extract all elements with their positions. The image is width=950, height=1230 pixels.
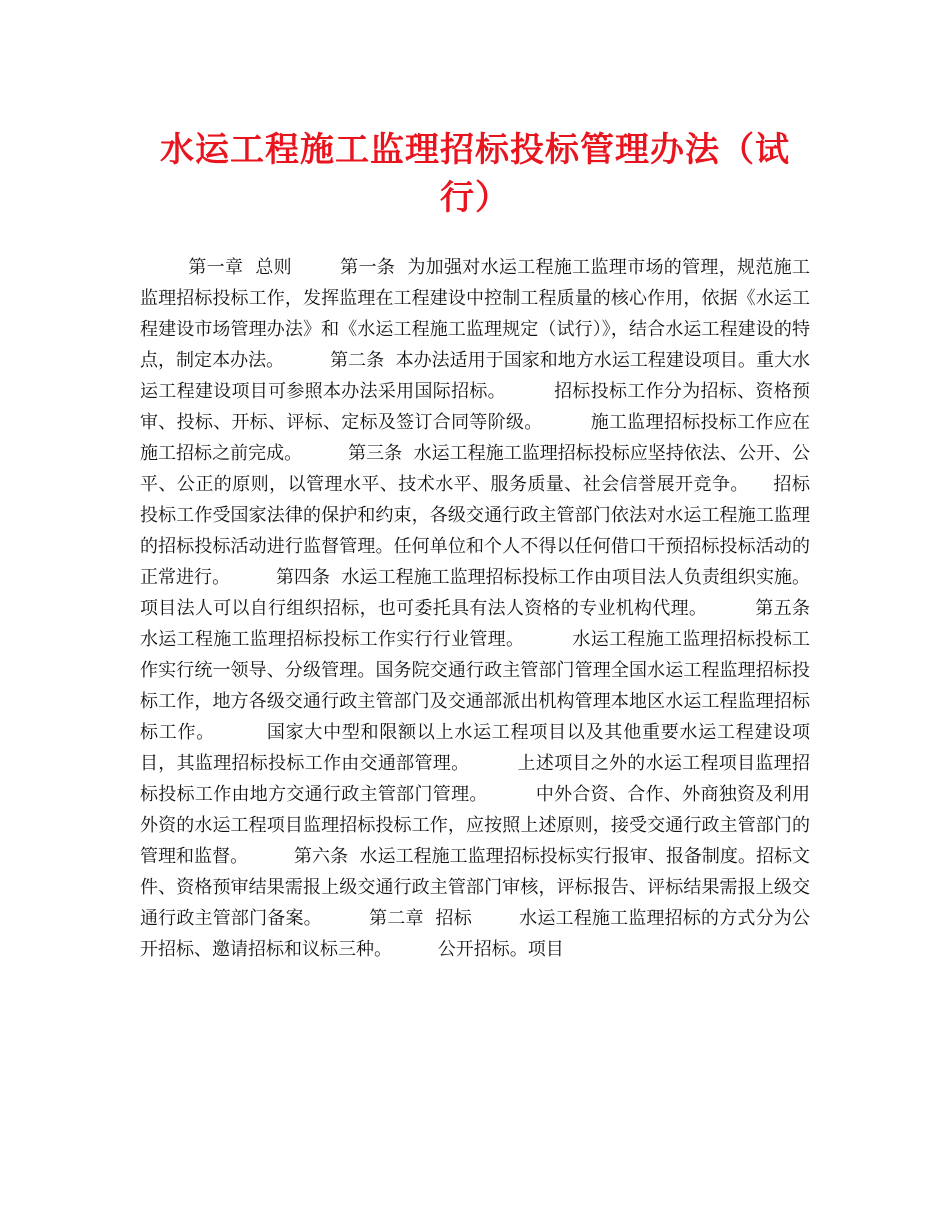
document-title: 水运工程施工监理招标投标管理办法（试行） — [160, 130, 790, 218]
document-body-text: 第一章 总则 第一条 为加强对水运工程施工监理市场的管理，规范施工监理招标投标工作，发挥监理在工程建设中控制工程质量的核心作用，依据《水运工程建设市场管理办法》和《水运工程施工监理规定（试行）》，结合水运工程建设的特点，制定本办法。 第二条 本办法适用于国家和地方水运工程建设项目。重大水运工程建设项目可参照本办法采用国际招标。 招标投标工作分为招标、资格预审、投标、开标、评标、定标及签订合同等阶级。 施工监理招标投标工作应在施工招标之前完成。 第三条 水运工程施工监理招标投标应坚持依法、公开、公平、公正的原则，以管理水平、技术水平、服务质量、社会信誉展开竞争。 招标投标工作受国家法律的保护和约束，各级交通行政主管部门依法对水运工程施工监理的招标投标活动进行监督管理。任何单位和个人不得以任何借口干预招标投标活动的正常进行。 第四条 水运工程施工监理招标投标工作由项目法人负责组织实施。 项目法人可以自行组织招标，也可委托具有法人资格的专业机构代理。 第五条 水运工程施工监理招标投标工作实行行业管理。 水运工程施工监理招标投标工作实行统一领导、分级管理。国务院交通行政主管部门管理全国水运工程监理招标投标工作，地方各级交通行政主管部门及交通部派出机构管理本地区水运工程监理招标标工作。 国家大中型和限额以上水运工程项目以及其他重要水运工程建设项目，其监理招标投标工作由交通部管理。 上述项目之外的水运工程项目监理招标投标工作由地方交通行政主管部门管理。 中外合资、合作、外商独资及利用外资的水运工程项目监理招标投标工作，应按照上述原则，接受交通行政主管部门的管理和监督。 第六条 水运工程施工监理招标投标实行报审、报备制度。招标文件、资格预审结果需报上级交通行政主管部门审核，评标报告、评标结果需报上级交通行政主管部门备案。 第二章 招标 水运工程施工监理招标的方式分为公开招标、邀请招标和议标三种。 公开招标。项目 — [140, 257, 856, 960]
